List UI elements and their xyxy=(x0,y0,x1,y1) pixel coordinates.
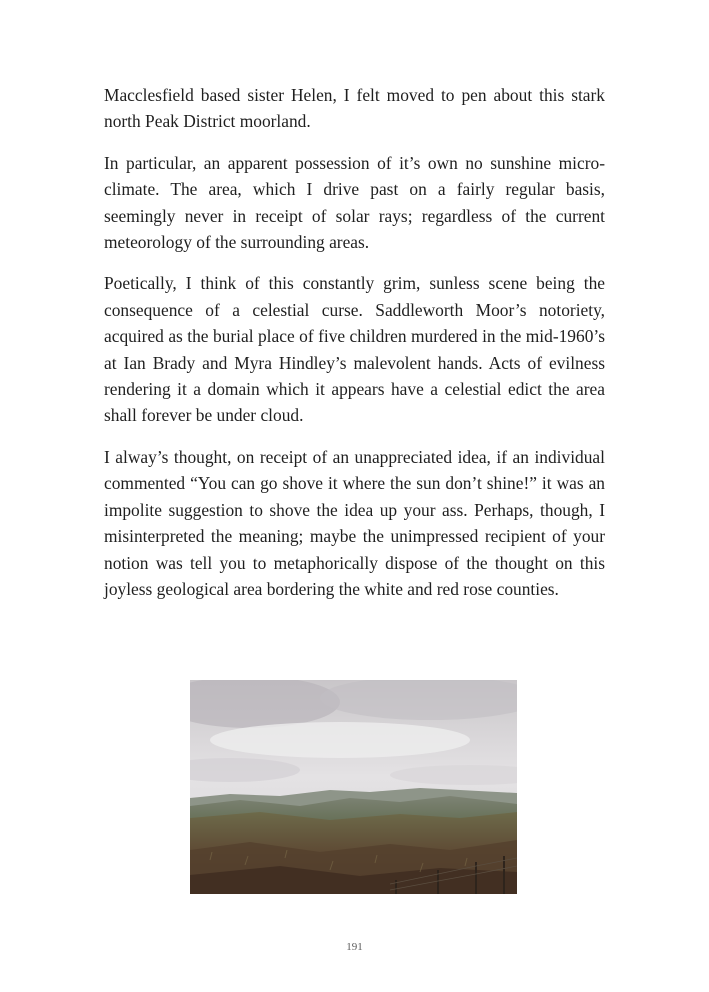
paragraph-2: In particular, an apparent possession of it’s own no sunshine micro-climate. The area, which I drive past on a fairly regular basis, seemingly never in receipt of solar rays; regardless of the current meteorology of the surrounding areas. xyxy=(104,152,605,253)
paragraph-4: I alway’s thought, on receipt of an unappreciated idea, if an individual commented “You can go shove it where the sun don’t shine!” it was an impolite suggestion to shove the idea up your ass. Perhaps, though, I misinterpreted the meaning; maybe the unimpressed recipient of your notion was tell you to metaphorically dispose of the thought on this joyless geological area bordering the white and red rose counties. xyxy=(104,446,605,599)
page-number: 191 xyxy=(346,941,363,953)
moorland-landscape-image xyxy=(190,680,517,894)
paragraph-1: Macclesfield based sister Helen, I felt moved to pen about this stark north Peak District moorland. xyxy=(104,85,605,132)
moorland-photo xyxy=(190,680,517,894)
paragraph-3: Poetically, I think of this constantly grim, sunless scene being the consequence of a celestial curse. Saddleworth Moor’s notoriety, acquired as the burial place of five children murdered in the mid-1960’s at Ian Brady and Myra Hindley’s malevolent hands. Acts of evilness rendering it a domain which it appears have a celestial edict the area shall forever be under cloud. xyxy=(104,273,605,426)
body-text xyxy=(104,82,605,617)
